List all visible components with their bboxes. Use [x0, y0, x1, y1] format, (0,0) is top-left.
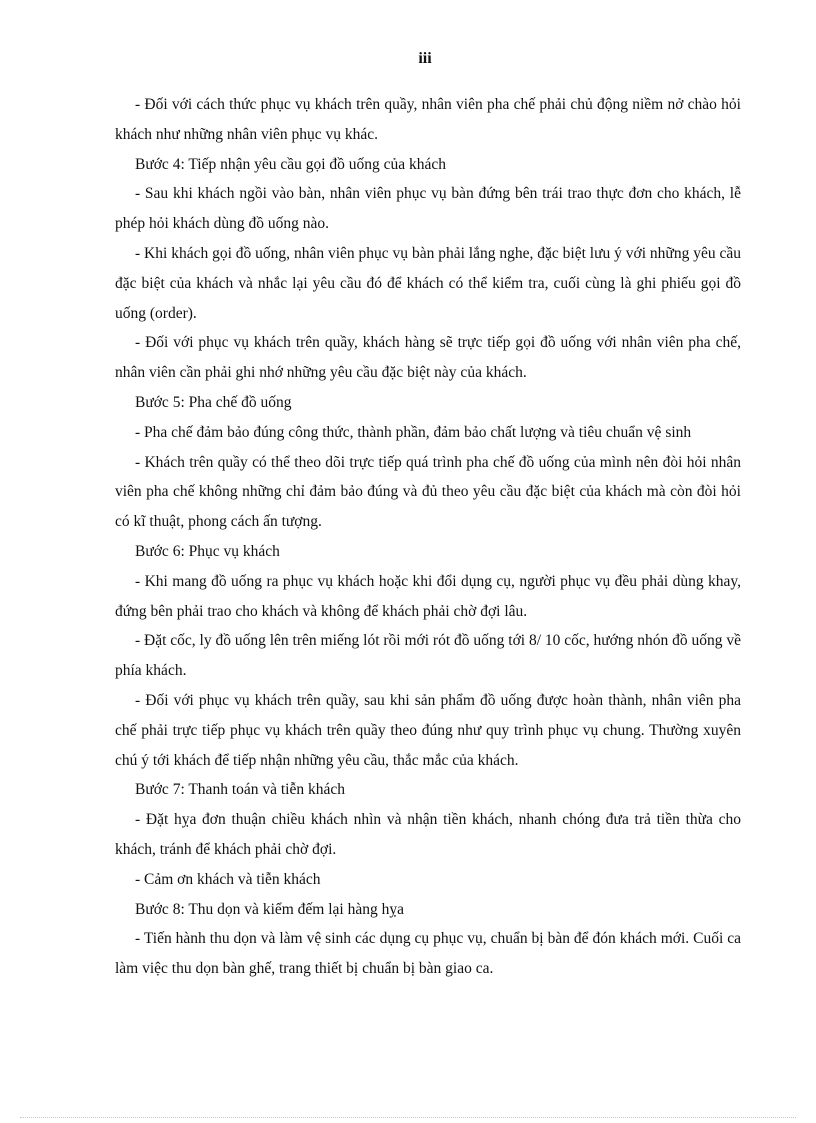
paragraph: - Đặt hỵa đơn thuận chiều khách nhìn và nhận tiền khách, nhanh chóng đưa trả tiền thừa cho khách, tránh để khách phải chờ đợi.	[115, 811, 741, 858]
paragraph: - Pha chế đảm bảo đúng công thức, thành phần, đảm bảo chất lượng và tiêu chuẩn vệ sinh	[135, 423, 692, 441]
page-bottom-divider	[20, 1117, 796, 1118]
step-heading: Bước 8: Thu dọn và kiểm đếm lại hàng hỵa	[135, 900, 404, 918]
paragraph: - Đặt cốc, ly đồ uống lên trên miếng lót rồi mới rót đồ uống tới 8/ 10 cốc, hướng nhón đồ uống về phía khách.	[115, 632, 741, 680]
paragraph: - Sau khi khách ngồi vào bàn, nhân viên phục vụ bàn đứng bên trái trao thực đơn cho khách, lễ phép hỏi khách dùng đồ uống nào.	[115, 185, 741, 233]
page-number: iii	[418, 50, 432, 67]
paragraph: - Tiến hành thu dọn và làm vệ sinh các dụng cụ phục vụ, chuẩn bị bàn để đón khách mới. Cuối ca làm việc thu dọn bàn ghế, trang thiết bị chuẩn bị bàn giao ca.	[115, 930, 741, 978]
paragraph: - Đối với phục vụ khách trên quầy, khách hàng sẽ trực tiếp gọi đồ uống với nhân viên pha chế, nhân viên cần phải ghi nhớ những yêu cầu đặc biệt này của khách.	[115, 334, 741, 382]
paragraph: - Cảm ơn khách và tiễn khách	[135, 870, 321, 888]
step-heading: Bước 6: Phục vụ khách	[135, 542, 280, 560]
paragraph: - Đối với phục vụ khách trên quầy, sau khi sản phẩm đồ uống được hoàn thành, nhân viên pha chế phải trực tiếp phục vụ khách trên quầy theo đúng như quy trình phục vụ chung. Thường xuyên chú ý tới khách để tiếp nhận những yêu cầu, thắc mắc của khách.	[115, 691, 741, 769]
document-body	[115, 90, 741, 984]
paragraph: - Khách trên quầy có thể theo dõi trực tiếp quá trình pha chế đồ uống của mình nên đòi hỏi nhân viên pha chế không những chỉ đảm bảo đúng và đủ theo yêu cầu đặc biệt của khách mà còn đòi hỏi có kĩ thuật, phong cách ấn tượng.	[115, 453, 741, 531]
paragraph: - Đối với cách thức phục vụ khách trên quầy, nhân viên pha chế phải chủ động niềm nở chào hỏi khách như những nhân viên phục vụ khác.	[115, 96, 741, 143]
paragraph: - Khi khách gọi đồ uống, nhân viên phục vụ bàn phải lắng nghe, đặc biệt lưu ý với những yêu cầu đặc biệt của khách và nhắc lại yêu cầu đó để khách có thể kiểm tra, cuối cùng là ghi phiếu gọi đồ uống (order).	[115, 244, 741, 322]
step-heading: Bước 5: Pha chế đồ uống	[135, 393, 292, 411]
step-heading: Bước 4: Tiếp nhận yêu cầu gọi đồ uống của khách	[135, 155, 447, 173]
paragraph: - Khi mang đồ uống ra phục vụ khách hoặc khi đổi dụng cụ, người phục vụ đều phải dùng khay, đứng bên phải trao cho khách và không để khách phải chờ đợi lâu.	[115, 572, 741, 620]
step-heading: Bước 7: Thanh toán và tiễn khách	[135, 781, 346, 799]
